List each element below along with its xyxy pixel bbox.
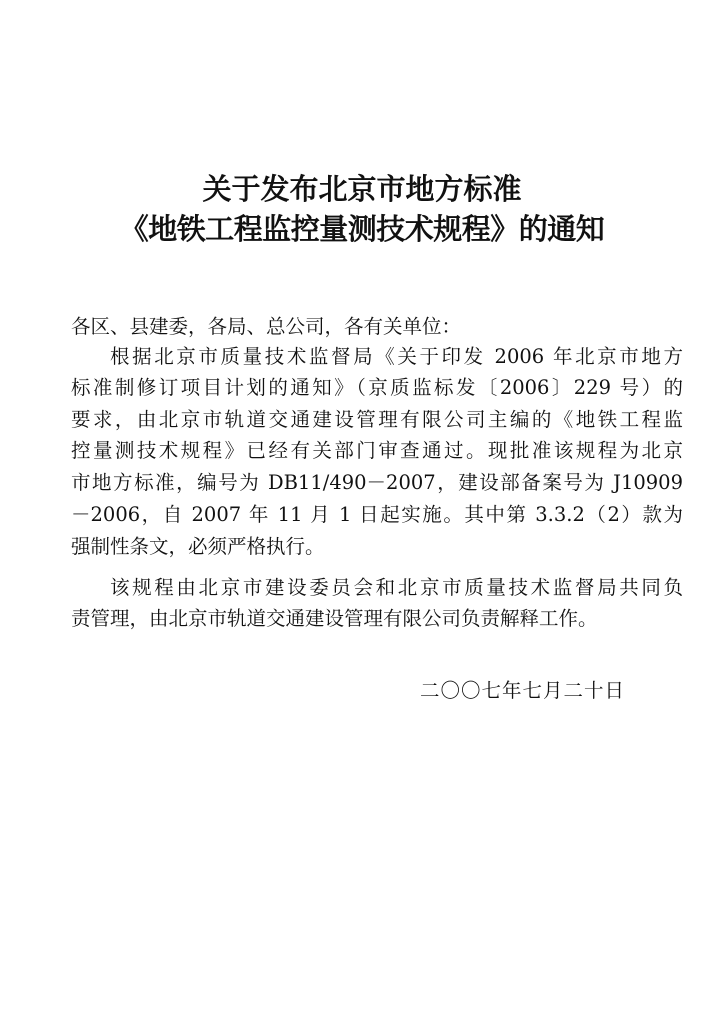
paragraph-1-line-7: 强制性条文，必须严格执行。 bbox=[71, 535, 325, 558]
salutation: 各区、县建委，各局、总公司，各有关单位： bbox=[71, 315, 462, 338]
paragraph-1-line-1: 根据北京市质量技术监督局《关于印发 2006 年北京市地方 bbox=[110, 345, 683, 368]
paragraph-1-line-2: 标准制修订项目计划的通知》（京质监标发〔2006〕229 号）的 bbox=[71, 376, 683, 399]
notice-title-line-1: 关于发布北京市地方标准 bbox=[202, 172, 522, 206]
notice-title-line-2: 《地铁工程监控量测技术规程》的通知 bbox=[119, 212, 605, 246]
paragraph-1-line-6: －2006，自 2007 年 11 月 1 日起实施。其中第 3.3.2（2）款为 bbox=[71, 503, 683, 526]
paragraph-1-line-4: 控量测技术规程》已经有关部门审查通过。现批准该规程为北京 bbox=[71, 439, 683, 462]
paragraph-2-line-1: 该规程由北京市建设委员会和北京市质量技术监督局共同负 bbox=[110, 576, 683, 599]
paragraph-1-line-3: 要求，由北京市轨道交通建设管理有限公司主编的《地铁工程监 bbox=[71, 408, 683, 431]
paragraph-1-line-5: 市地方标准，编号为 DB11/490－2007，建设部备案号为 J10909 bbox=[71, 471, 683, 494]
paragraph-2-line-2: 责管理，由北京市轨道交通建设管理有限公司负责解释工作。 bbox=[71, 607, 598, 630]
notice-date: 二〇〇七年七月二十日 bbox=[420, 679, 626, 702]
